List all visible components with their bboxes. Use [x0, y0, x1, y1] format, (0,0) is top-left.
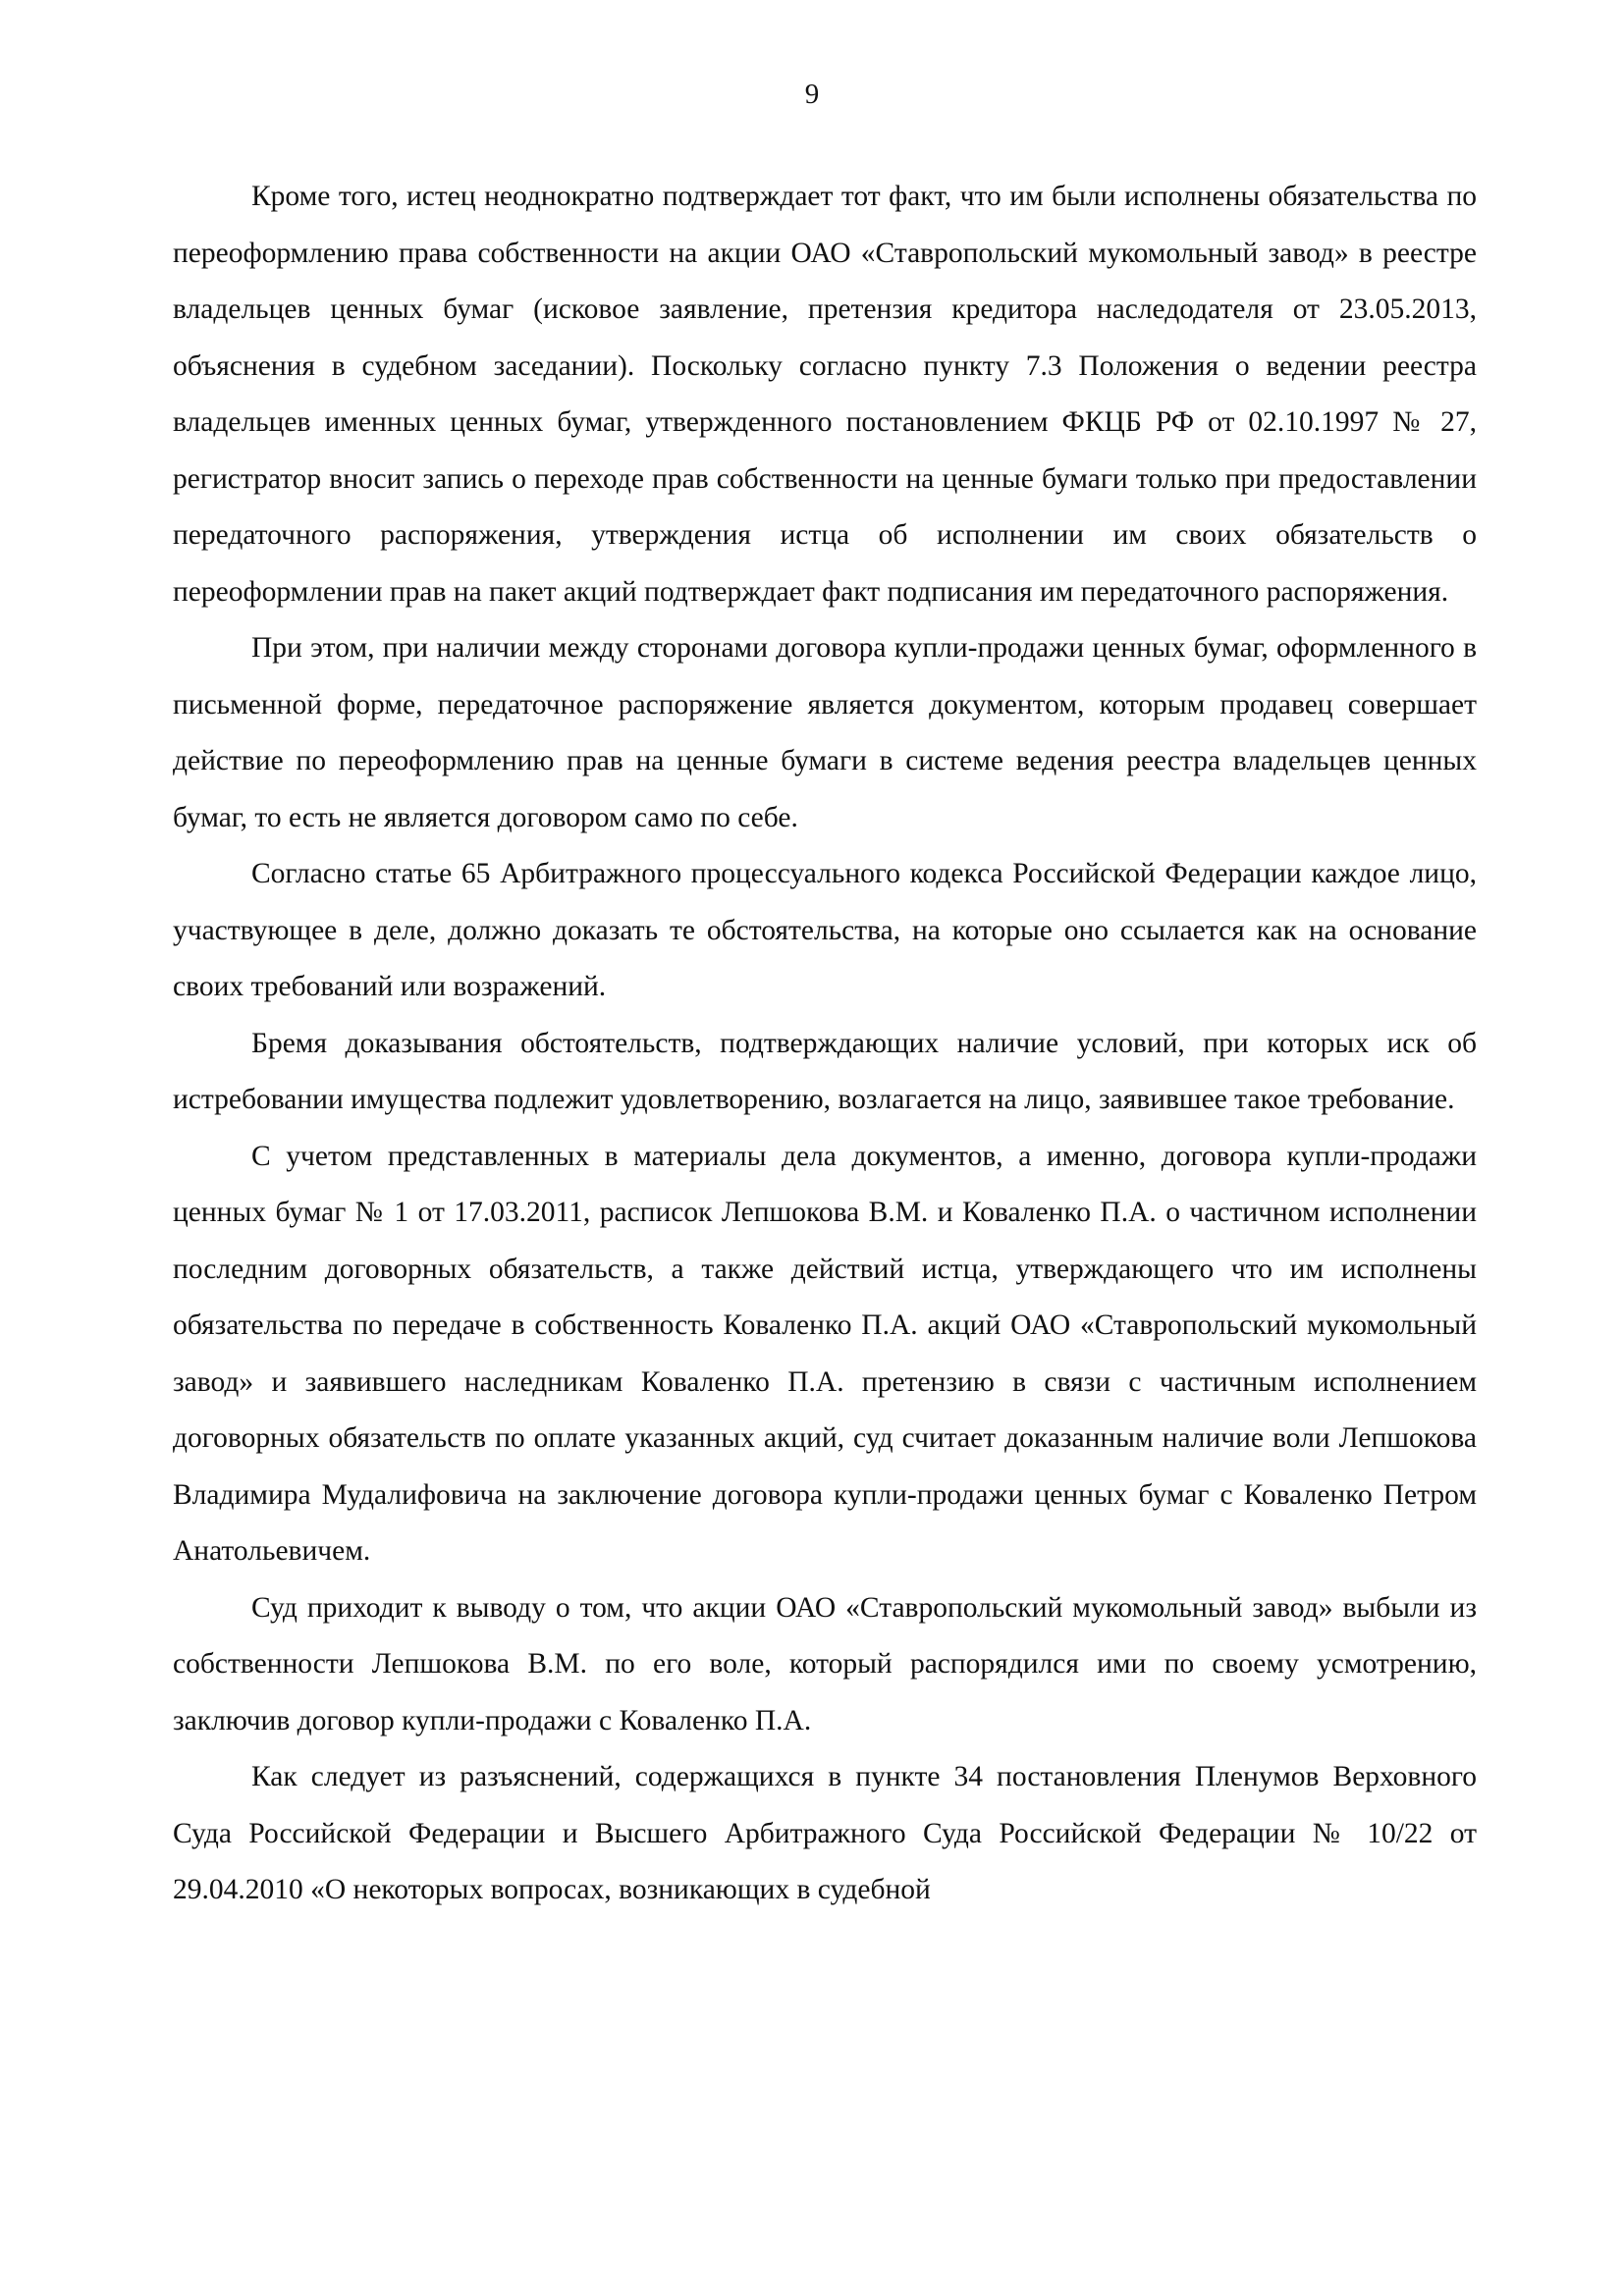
document-body — [173, 169, 1477, 1919]
paragraph-7: Как следует из разъяснений, содержащихся в пункте 34 постановления Пленумов Верховного Суда Российской Федерации и Высшего Арбитражного Суда Российской Федерации № 10/22 от 29.04.2010 «О некоторых вопросах, возникающих в судебной — [173, 1761, 1477, 1905]
paragraph-4: Бремя доказывания обстоятельств, подтверждающих наличие условий, при которых иск об истребовании имущества подлежит удовлетворению, возлагается на лицо, заявившее такое требование. — [173, 1027, 1477, 1115]
paragraph-6: Суд приходит к выводу о том, что акции ОАО «Ставропольский мукомольный завод» выбыли из собственности Лепшокова В.М. по его воле, который распорядился ими по своему усмотрению, заключив договор купли-продажи с Коваленко П.А. — [173, 1591, 1477, 1736]
paragraph-5: С учетом представленных в материалы дела документов, а именно, договора купли-продажи ценных бумаг № 1 от 17.03.2011, расписок Лепшокова В.М. и Коваленко П.А. о частичном исполнении последним договорных обязательств, а также действий истца, утверждающего что им исполнены обязательства по передаче в собственность Коваленко П.А. акций ОАО «Ставропольский мукомольный завод» и заявившего наследникам Коваленко П.А. претензию в связи с частичным исполнением договорных обязательств по оплате указанных акций, суд считает доказанным наличие воли Лепшокова Владимира Мудалифовича на заключение договора купли-продажи ценных бумаг с Коваленко Петром Анатольевичем. — [173, 1140, 1477, 1567]
paragraph-1: Кроме того, истец неоднократно подтверждает тот факт, что им были исполнены обязательства по переоформлению права собственности на акции ОАО «Ставропольский мукомольный завод» в реестре владельцев ценных бумаг (исковое заявление, претензия кредитора наследодателя от 23.05.2013, объяснения в судебном заседании). Поскольку согласно пункту 7.3 Положения о ведении реестра владельцев именных ценных бумаг, утвержденного постановлением ФКЦБ РФ от 02.10.1997 № 27, регистратор вносит запись о переходе прав собственности на ценные бумаги только при предоставлении передаточного распоряжения, утверждения истца об исполнении им своих обязательств о переоформлении прав на пакет акций подтверждает факт подписания им передаточного распоряжения. — [173, 181, 1477, 608]
paragraph-2: При этом, при наличии между сторонами договора купли-продажи ценных бумаг, оформленного в письменной форме, передаточное распоряжение является документом, которым продавец совершает действие по переоформлению прав на ценные бумаги в системе ведения реестра владельцев ценных бумаг, то есть не является договором само по себе. — [173, 632, 1477, 833]
paragraph-3: Согласно статье 65 Арбитражного процессуального кодекса Российской Федерации каждое лицо, участвующее в деле, должно доказать те обстоятельства, на которые оно ссылается как на основание своих требований или возражений. — [173, 858, 1477, 1002]
page-number: 9 — [804, 79, 820, 110]
